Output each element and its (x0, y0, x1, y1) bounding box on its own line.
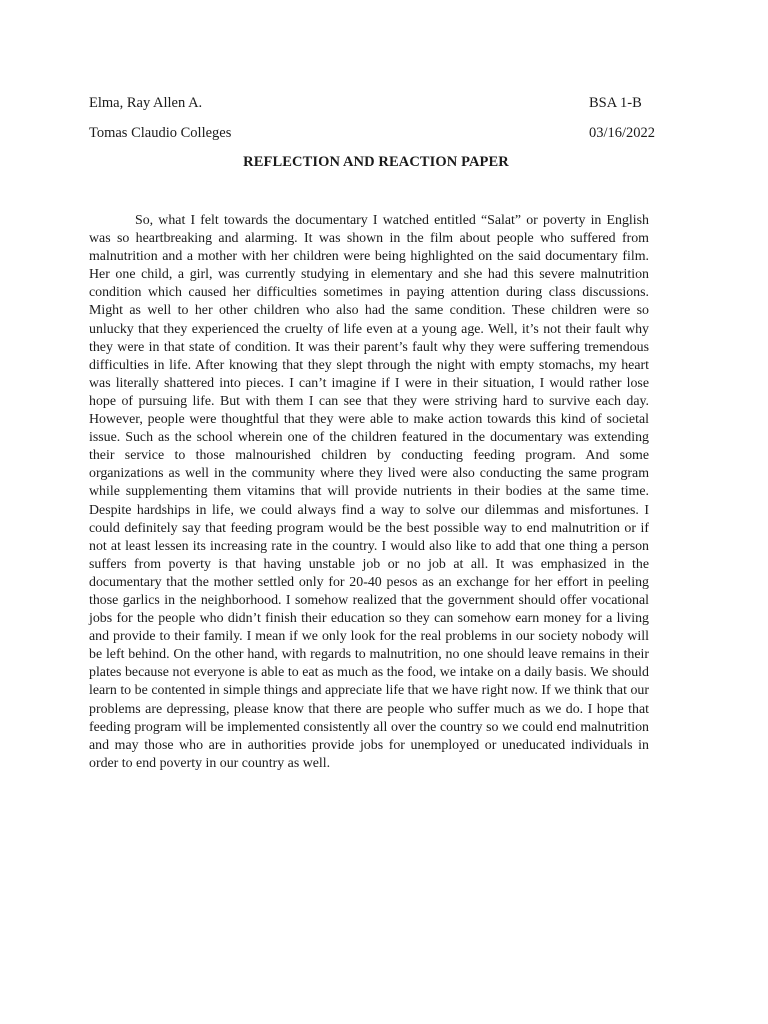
body-paragraph: So, what I felt towards the documentary I watched entitled “Salat” or poverty in English was so heartbreaking and alarming. It was shown in the film about people who suffered from malnutrition and a mother with her children were being highlighted on the said documentary film. Her one child, a girl, was currently studying in elementary and she had this severe malnutrition condition which caused her difficulties sometimes in paying attention during class discussions. Might as well to her other children who also had the same condition. These children were so unlucky that they experienced the cruelty of life even at a young age. Well, it’s not their fault why they were in that state of condition. It was their parent’s fault why they were suffering tremendous difficulties in life. After knowing that they slept through the night with empty stomachs, my heart was literally shattered into pieces. I can’t imagine if I were in their situation, I would rather lose hope of pursuing life. But with them I can see that they were striving hard to survive each day. However, people were thoughtful that they were able to make action towards this kind of societal issue. Such as the school wherein one of the children featured in the documentary was extending their service to those malnourished children by conducting feeding program. And some organizations as well in the community where they lived were also conducting the same program while supplementing them vitamins that will provide nutrients in their bodies at the same time. Despite hardships in life, we could always find a way to solve our dilemmas and misfortunes. I could definitely say that feeding program would be the best possible way to end malnutrition or if not at least lessen its increasing rate in the country. I would also like to add that one thing a person suffers from poverty is that having unstable job or no job at all. It was emphasized in the documentary that the mother settled only for 20-40 pesos as an exchange for her effort in peeling those garlics in the neighborhood. I somehow realized that the government should offer vocational jobs for the people who didn’t finish their education so they can somehow earn money for a living and provide to their family. I mean if we only look for the real problems in our society nobody will be left behind. On the other hand, with regards to malnutrition, no one should leave remains in their plates because not everyone is able to eat as much as the food, we intake on a daily basis. We should learn to be contented in simple things and appreciate life that we have right now. If we think that our problems are depressing, please know that there are people who suffer much as we do. I hope that feeding program will be implemented consistently all over the country so we could end malnutrition and may those who are in authorities provide jobs for unemployed or uneducated individuals in order to end poverty in our country as well. (89, 213, 649, 771)
paper-date: 03/16/2022 (589, 125, 656, 141)
paper-title: REFLECTION AND REACTION PAPER (243, 154, 509, 170)
author-name: Elma, Ray Allen A. (89, 95, 203, 111)
school-name: Tomas Claudio Colleges (89, 125, 232, 141)
course-section: BSA 1-B (589, 95, 642, 111)
